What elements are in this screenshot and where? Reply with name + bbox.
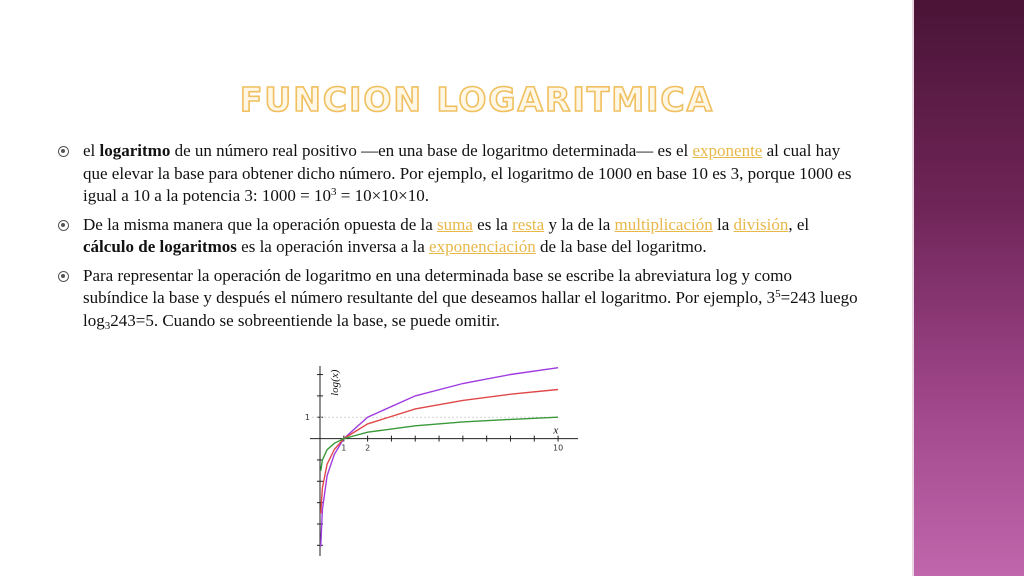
log-curve-series-2 [321, 417, 558, 471]
superscript: 3 [331, 186, 337, 198]
x-tick-label: 1 [341, 443, 347, 453]
bullet-text: = 10×10×10. [336, 186, 430, 205]
bullet-text: es la operación inversa a la [236, 237, 430, 256]
link-exponenciacion[interactable]: exponenciación [429, 237, 536, 256]
bullet-circle-icon [58, 271, 69, 282]
link-multiplicacion[interactable]: multiplicación [614, 214, 713, 234]
x-axis-label: x [553, 424, 559, 437]
bullet-text: la [712, 214, 734, 234]
bullet-item [58, 140, 858, 208]
y-axis-label: log(x) [329, 369, 341, 396]
bullet-text: de un número real positivo —en una base de logaritmo determinada— es el [170, 141, 693, 160]
bullet-list [58, 140, 858, 338]
bullet-circle-icon [58, 220, 69, 231]
x-tick-label: 10 [553, 443, 564, 453]
log-chart-svg [300, 364, 590, 558]
y-tick-label: 1 [304, 413, 310, 423]
link-division[interactable]: división [733, 214, 789, 234]
bold-term: cálculo de logaritmos [83, 237, 237, 256]
bold-term: logaritmo [99, 141, 171, 160]
link-suma[interactable]: suma [437, 214, 473, 234]
bullet-circle-icon [58, 146, 69, 157]
bullet-text: De la misma manera que la operación opuesta de la [83, 214, 438, 234]
bullet-text: el [83, 141, 100, 160]
x-tick-label: 2 [365, 443, 371, 453]
bullet-text: al cual hay que elevar la base para obtener dicho número. Por ejemplo, el logaritmo de 1000 en base 10 es 3, porque 1000 es igual a 10 a la potencia 3: 1000 = 10 [83, 141, 852, 205]
bullet-text: 243=5. Cuando se sobreentiende la base, se puede omitir. [110, 310, 500, 330]
slide-title: FUNCION LOGARITMICA [239, 80, 715, 119]
bullet-text: , el [788, 214, 810, 234]
link-exponente[interactable]: exponente [692, 141, 763, 160]
log-curve-series-1 [321, 390, 558, 514]
bullet-text: es la [472, 214, 513, 234]
bullet-text: Para representar la operación de logaritmo en una determinada base se escribe la abreviatura log y como subíndice la base y después el número resultante del que deseamos hallar el logaritmo. Por ejemplo, 3 [83, 265, 792, 307]
bullet-text: =243 luego log [83, 288, 858, 330]
bullet-item [58, 265, 858, 333]
superscript: 5 [775, 288, 781, 300]
side-band-divider [912, 0, 914, 576]
decorative-side-band [912, 0, 1024, 576]
log-curve-series-0 [321, 368, 558, 547]
bullet-text: y la de la [544, 214, 615, 234]
bullet-text: de la base del logaritmo. [535, 237, 707, 256]
subscript: 3 [104, 319, 111, 332]
log-chart [300, 364, 590, 558]
link-resta[interactable]: resta [512, 214, 545, 234]
bullet-item [58, 214, 858, 259]
